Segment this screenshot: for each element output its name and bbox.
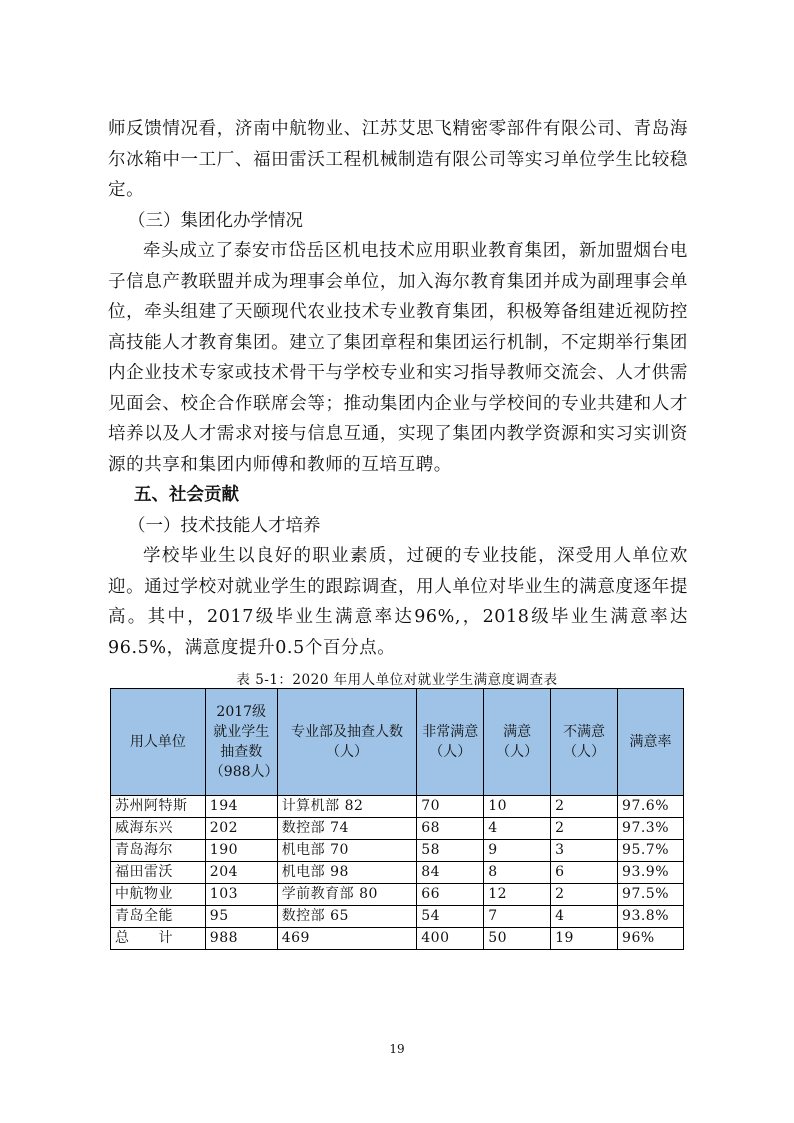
table-row [111,796,684,818]
table-row [111,884,684,906]
cell-sampled: 95 [205,906,277,928]
header-unsatisfied: 不满意（人） [551,689,618,796]
header-rate: 满意率 [618,689,684,796]
table-row [111,818,684,840]
header-dept: 专业部及抽查人数（人） [277,689,417,796]
cell-unit: 总 计 [111,928,206,950]
header-satisfied: 满意（人） [484,689,551,796]
cell-sampled: 194 [205,796,277,818]
cell-sat: 12 [484,884,551,906]
table-row [111,906,684,928]
cell-dept: 计算机部 82 [277,796,417,818]
cell-sampled: 103 [205,884,277,906]
table-header-row [111,689,684,796]
cell-unsat: 3 [551,840,618,862]
cell-unit: 福田雷沃 [111,862,206,884]
cell-sat: 7 [484,906,551,928]
cell-unsat: 4 [551,906,618,928]
table-row [111,862,684,884]
table-row [111,840,684,862]
cell-very: 84 [417,862,484,884]
cell-dept: 469 [277,928,417,950]
cell-dept: 数控部 74 [277,818,417,840]
cell-sat: 4 [484,818,551,840]
cell-sat: 50 [484,928,551,950]
cell-unit: 苏州阿特斯 [111,796,206,818]
header-very-satisfied: 非常满意（人） [417,689,484,796]
cell-sampled: 988 [205,928,277,950]
header-sampled: 2017级就业学生抽查数（988人） [205,689,277,796]
cell-sat: 8 [484,862,551,884]
section-heading-group-schooling: （三）集团化办学情况 [128,210,303,231]
satisfaction-survey-table [110,688,684,950]
cell-unit: 青岛全能 [111,906,206,928]
cell-rate: 95.7% [618,840,684,862]
cell-rate: 97.3% [618,818,684,840]
cell-sampled: 202 [205,818,277,840]
table-caption: 表 5-1：2020 年用人单位对就业学生满意度调查表 [236,672,558,688]
cell-sampled: 190 [205,840,277,862]
cell-unit: 青岛海尔 [111,840,206,862]
cell-dept: 学前教育部 80 [277,884,417,906]
cell-very: 54 [417,906,484,928]
paragraph-talent-training: 学校毕业生以良好的职业素质，过硬的专业技能，深受用人单位欢迎。通过学校对就业学生的跟踪调查，用人单位对毕业生的满意度逐年提高。其中，2017级毕业生满意率达96%,，2018级毕业生满意率达96.5%，满意度提升0.5个百分点。 [108,546,688,658]
section-heading-social-contribution: 五、社会贡献 [134,485,239,505]
cell-very: 68 [417,818,484,840]
cell-unsat: 6 [551,862,618,884]
header-unit: 用人单位 [111,689,206,796]
cell-unsat: 2 [551,796,618,818]
document-body [108,114,688,663]
cell-unsat: 2 [551,884,618,906]
cell-dept: 机电部 70 [277,840,417,862]
cell-sampled: 204 [205,862,277,884]
cell-sat: 9 [484,840,551,862]
cell-very: 58 [417,840,484,862]
cell-rate: 97.6% [618,796,684,818]
cell-unit: 威海东兴 [111,818,206,840]
cell-unsat: 2 [551,818,618,840]
cell-dept: 机电部 98 [277,862,417,884]
cell-dept: 数控部 65 [277,906,417,928]
cell-rate: 97.5% [618,884,684,906]
cell-very: 70 [417,796,484,818]
table-total-row [111,928,684,950]
cell-unsat: 19 [551,928,618,950]
cell-very: 400 [417,928,484,950]
cell-very: 66 [417,884,484,906]
paragraph-group-schooling: 牵头成立了泰安市岱岳区机电技术应用职业教育集团，新加盟烟台电子信息产教联盟并成为理事会单位，加入海尔教育集团并成为副理事会单位，牵头组建了天颐现代农业技术专业教育集团，积极筹备组建近视防控高技能人才教育集团。建立了集团章程和集团运行机制，不定期举行集团内企业技术专家或技术骨干与学校专业和实习指导教师交流会、人才供需见面会、校企合作联席会等；推动集团内企业与学校间的专业共建和人才培养以及人才需求对接与信息互通，实现了集团内教学资源和实习实训资源的共享和集团内师傅和教师的互培互聘。 [108,241,688,475]
cell-sat: 10 [484,796,551,818]
cell-rate: 96% [618,928,684,950]
paragraph-feedback: 师反馈情况看，济南中航物业、江苏艾思飞精密零部件有限公司、青岛海尔冰箱中一工厂、福田雷沃工程机械制造有限公司等实习单位学生比较稳定。 [108,119,688,200]
page-number: 19 [389,1042,405,1056]
cell-rate: 93.8% [618,906,684,928]
cell-unit: 中航物业 [111,884,206,906]
cell-rate: 93.9% [618,862,684,884]
section-heading-talent-training: （一）技术技能人才培养 [128,515,321,536]
